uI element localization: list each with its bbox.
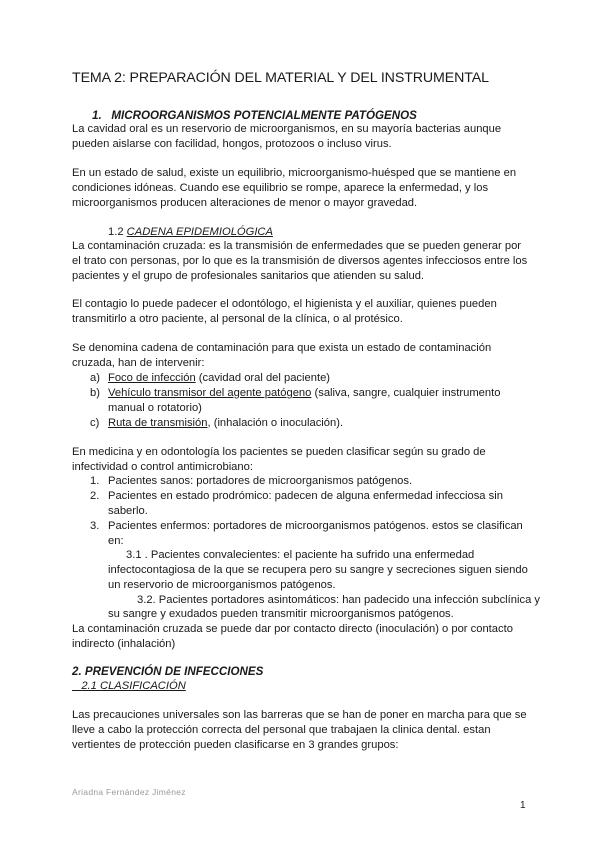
subsection-2-1-heading — [72, 679, 186, 694]
list-item-c-rest: , (inhalación o inoculación). — [207, 417, 344, 429]
document-title: TEMA 2: PREPARACIÓN DEL MATERIAL Y DEL INSTRUMENTAL — [72, 70, 489, 86]
sub12-p1-line3: pacientes y el grupo de profesionales sanitarios que atienden su salud. — [72, 270, 425, 282]
subsection-1-2-heading — [108, 225, 273, 240]
sec2-p1-line2: lleve a cabo la protección correcta del personal que trabajaen la clinica dental. estan — [72, 724, 491, 736]
section-1-heading — [92, 108, 417, 123]
list-item-a-rest: (cavidad oral del paciente) — [195, 372, 331, 384]
list-item-c — [108, 416, 343, 431]
num-item-2-marker: 2. — [90, 490, 100, 502]
list-item-a-marker: a) — [90, 372, 100, 384]
num-item-2-continuation: saberlo. — [108, 505, 148, 517]
list-item-a — [108, 371, 330, 386]
sec1-p1-line2: pueden aislarse con facilidad, hongos, protozoos o incluso virus. — [72, 138, 392, 150]
sec1-p2-line2: condiciones idóneas. Cuando ese equilibrio se rompe, aparece la enfermedad, y los — [72, 182, 489, 194]
list-item-b-term: Vehículo transmisor del agente patógeno — [108, 387, 312, 399]
sec1-p1-line1: La cavidad oral es un reservorio de microorganismos, en su mayoría bacterias aunque — [72, 123, 502, 135]
sub-item-3-1-line1: 3.1 . Pacientes convalecientes: el paciente ha sufrido una enfermedad — [126, 549, 475, 561]
subsection-1-2-title: CADENA EPIDEMIOLÓGICA — [126, 226, 273, 238]
list-item-c-marker: c) — [90, 417, 100, 429]
page-number: 1 — [520, 800, 526, 811]
list-item-b-rest: (saliva, sangre, cualquier instrumento — [311, 387, 501, 399]
subsection-2-1-title: 2.1 CLASIFICACIÓN — [81, 680, 186, 692]
num-item-2: Pacientes en estado prodrómico: padecen de alguna enfermedad infecciosa sin — [108, 490, 503, 502]
sub12-p1-line2: el trato con personas, por lo que es la transmisión de diversos agentes infecciosos entre los — [72, 255, 528, 267]
sec1-p2-line1: En un estado de salud, existe un equilibrio, microorganismo-huésped que se mantiene en — [72, 167, 517, 179]
num-item-1-marker: 1. — [90, 475, 100, 487]
section-2-heading: 2. PREVENCIÓN DE INFECCIONES — [72, 665, 264, 678]
sub12-p2-line2: transmitirlo a otro paciente, al personal de la clínica, o al protésico. — [72, 313, 403, 325]
sec2-p1-line3: vertientes de protección pueden clasificarse en 3 grandes grupos: — [72, 739, 399, 751]
sub-item-3-2-line1: 3.2. Pacientes portadores asintomáticos: han padecido una infección subclínica y — [137, 594, 540, 606]
sub-item-3-2-line2: su sangre y exudados pueden transmitir microorganismos patógenos. — [108, 608, 454, 620]
sub12-p3-line2: cruzada, han de intervenir: — [72, 357, 205, 369]
list-item-b-marker: b) — [90, 387, 100, 399]
sec1-p2-line3: microorganismos producen alteraciones de menor o mayor gravedad. — [72, 197, 418, 209]
list-item-a-term: Foco de infección — [108, 372, 196, 384]
sub-item-3-1-line2: infectocontagiosa de la que se recupera pero su sangre y secreciones siguen siendo — [108, 564, 528, 576]
footer-author: Ariadna Fernández Jiménez — [72, 787, 186, 797]
list-item-b — [108, 386, 500, 401]
subsection-1-2-number: 1.2 — [108, 226, 124, 238]
sec2-p1-line1: Las precauciones universales son las barreras que se han de poner en marcha para que se — [72, 709, 527, 721]
sub12-p4-line2: infectividad o control antimicrobiano: — [72, 461, 253, 473]
section-1-title: MICROORGANISMOS POTENCIALMENTE PATÓGENOS — [111, 109, 417, 122]
sub12-p5-line1: La contaminación cruzada se puede dar por contacto directo (inoculación) o por contacto — [72, 623, 513, 635]
sub12-p2-line1: El contagio lo puede padecer el odontólogo, el higienista y el auxiliar, quienes pueden — [72, 298, 497, 310]
num-item-1: Pacientes sanos: portadores de microorganismos patógenos. — [108, 475, 413, 487]
list-item-c-term: Ruta de transmisión — [108, 417, 208, 429]
sub-item-3-1-line3: un reservorio de microorganismos patógenos. — [108, 579, 336, 591]
sub12-p3-line1: Se denomina cadena de contaminación para que exista un estado de contaminación — [72, 342, 492, 354]
num-item-3: Pacientes enfermos: portadores de microorganismos patógenos. estos se clasifican — [108, 520, 523, 532]
list-item-b-continuation: manual o rotatorio) — [108, 402, 202, 414]
sub12-p5-line2: indirecto (inhalación) — [72, 638, 176, 650]
section-1-number: 1. — [92, 109, 102, 122]
sub12-p4-line1: En medicina y en odontología los pacientes se pueden clasificar según su grado de — [72, 446, 486, 458]
num-item-3-continuation: en: — [108, 535, 124, 547]
sub12-p1-line1: La contaminación cruzada: es la transmisión de enfermedades que se pueden generar por — [72, 240, 522, 252]
num-item-3-marker: 3. — [90, 520, 100, 532]
